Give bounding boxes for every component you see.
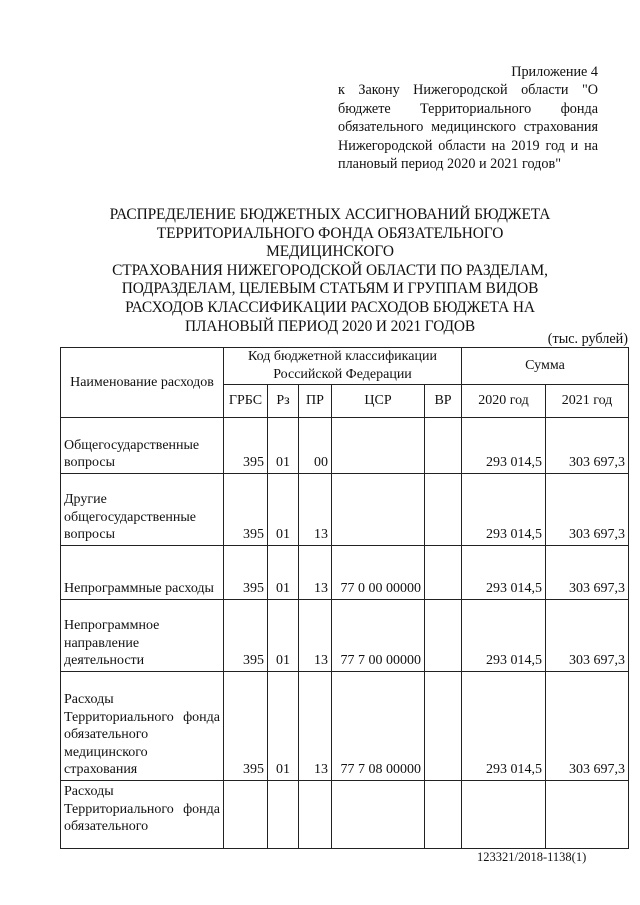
row-name: Общегосударственные вопросы [61,418,224,474]
header-name: Наименование расходов [61,348,224,418]
row-grbs: 395 [224,672,268,781]
row-pr: 13 [299,546,332,600]
row-2020: 293 014,5 [462,474,546,546]
table-row [61,600,629,672]
row-pr [299,781,332,849]
row-2021: 303 697,3 [546,418,629,474]
row-pr: 00 [299,418,332,474]
title-line: ПОДРАЗДЕЛАМ, ЦЕЛЕВЫМ СТАТЬЯМ И ГРУППАМ ВИДОВ [121,280,539,298]
title-line: СТРАХОВАНИЯ НИЖЕГОРОДСКОЙ ОБЛАСТИ ПО РАЗДЕЛАМ, [112,261,548,279]
table-row [61,546,629,600]
row-2021 [546,781,629,849]
header-csr: ЦСР [332,385,425,418]
title-line: РАСПРЕДЕЛЕНИЕ БЮДЖЕТНЫХ АССИГНОВАНИЙ БЮДЖЕТА [109,206,551,223]
row-2021: 303 697,3 [546,474,629,546]
document-number: 123321/2018-1138(1) [477,850,587,864]
row-grbs: 395 [224,546,268,600]
row-rz: 01 [268,546,299,600]
row-grbs: 395 [224,418,268,474]
row-name: Непрограммное направление деятельности [61,600,224,672]
row-vr [425,418,462,474]
header-sum-group: Сумма [462,348,629,385]
table-row [61,781,629,849]
header-2021: 2021 год [546,385,629,418]
row-pr: 13 [299,474,332,546]
row-2021: 303 697,3 [546,672,629,781]
row-2020: 293 014,5 [462,672,546,781]
budget-table [60,347,629,849]
row-vr [425,474,462,546]
row-vr [425,546,462,600]
table-row [61,672,629,781]
row-csr: 77 7 00 00000 [332,600,425,672]
appendix-number: Приложение 4 [511,64,598,80]
row-grbs [224,781,268,849]
row-2021: 303 697,3 [546,546,629,600]
row-vr [425,781,462,849]
title-line: ПЛАНОВЫЙ ПЕРИОД 2020 И 2021 ГОДОВ [184,317,476,335]
document-title [100,206,560,336]
header-code-group: Код бюджетной классификации Российской Федерации [224,348,462,385]
row-2021: 303 697,3 [546,600,629,672]
row-csr [332,474,425,546]
header-pr: ПР [299,385,332,418]
row-2020 [462,781,546,849]
row-2020: 293 014,5 [462,546,546,600]
title-line: РАСХОДОВ КЛАССИФИКАЦИИ РАСХОДОВ БЮДЖЕТА НА [125,298,535,316]
row-rz: 01 [268,474,299,546]
row-vr [425,600,462,672]
row-rz: 01 [268,600,299,672]
row-rz: 01 [268,672,299,781]
row-grbs: 395 [224,474,268,546]
row-csr: 77 7 08 00000 [332,672,425,781]
row-csr [332,418,425,474]
row-2020: 293 014,5 [462,600,546,672]
row-name: Непрограммные расходы [61,546,224,600]
row-name: Расходы Территориального фонда обязательного медицинского страхования [61,672,224,781]
header-grbs: ГРБС [224,385,268,418]
title-line: ТЕРРИТОРИАЛЬНОГО ФОНДА ОБЯЗАТЕЛЬНОГО МЕДИЦИНСКОГО [156,224,504,261]
row-vr [425,672,462,781]
row-2020: 293 014,5 [462,418,546,474]
row-pr: 13 [299,672,332,781]
row-rz: 01 [268,418,299,474]
row-csr: 77 0 00 00000 [332,546,425,600]
row-name: Другие общегосударственные вопросы [61,474,224,546]
table-row [61,474,629,546]
table-row [61,418,629,474]
row-csr [332,781,425,849]
units-label: (тыс. рублей) [547,331,628,347]
header-vr: ВР [425,385,462,418]
appendix-block [338,63,598,173]
row-name: Расходы Территориального фонда обязательного [61,781,224,849]
row-pr: 13 [299,600,332,672]
header-2020: 2020 год [462,385,546,418]
row-grbs: 395 [224,600,268,672]
header-rz: Рз [268,385,299,418]
row-rz [268,781,299,849]
appendix-text: к Закону Нижегородской области "О бюджете Территориального фонда обязательного медицинского страхования Нижегородской области на 2019 год и на плановый период 2020 и 2021 годов" [338,82,598,173]
